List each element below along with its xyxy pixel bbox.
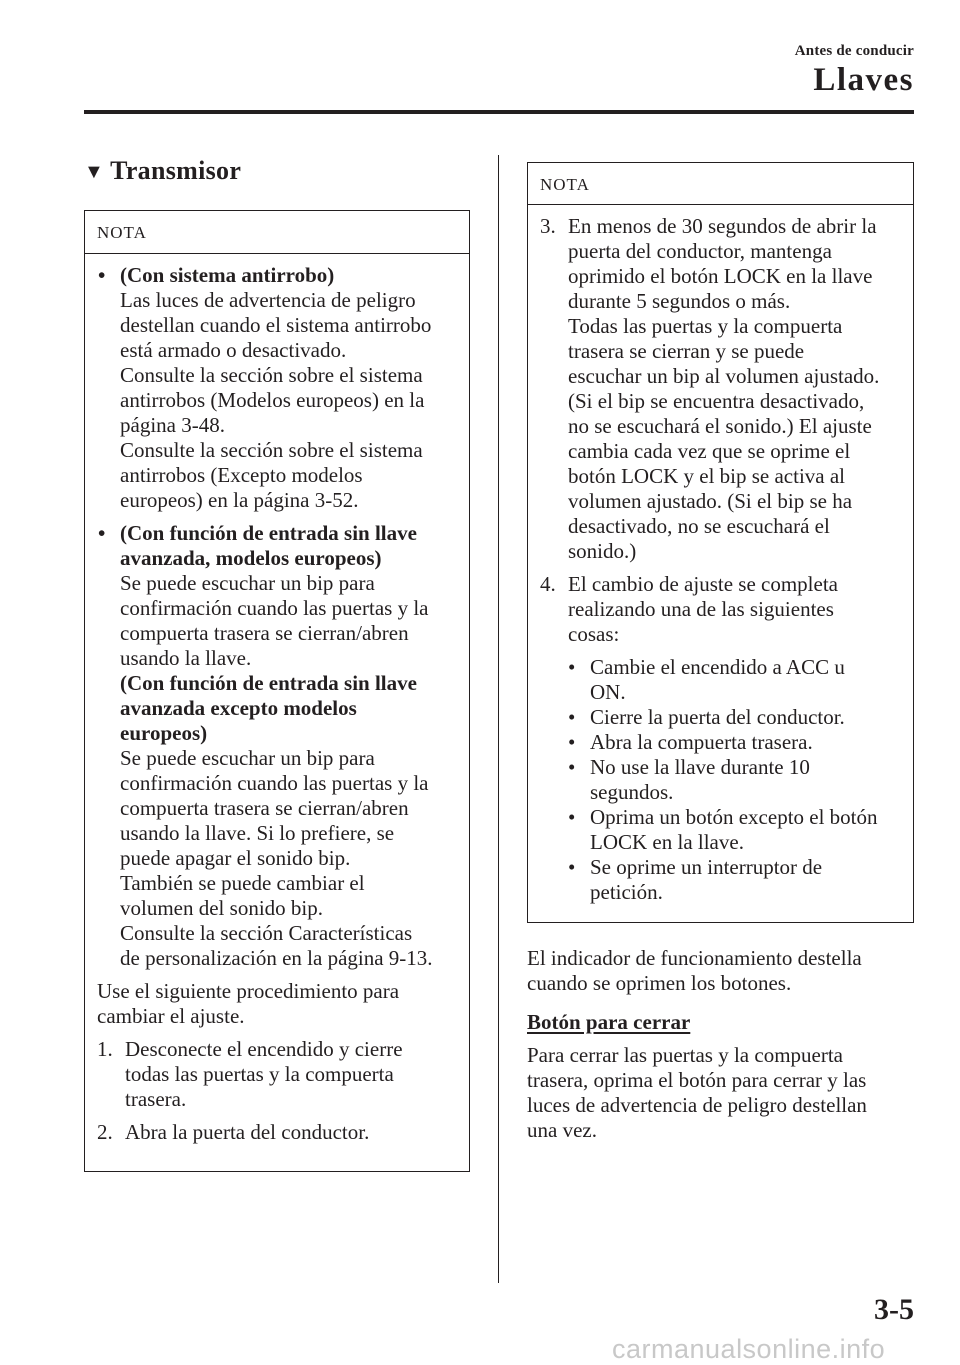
note-label: NOTA (528, 163, 913, 205)
sub-bullet (528, 655, 909, 705)
page-number: 3-5 (874, 1293, 914, 1326)
watermark: carmanualsonline.info (612, 1334, 886, 1364)
text-line: página 3-48. (120, 413, 225, 437)
text-line: cosas: (568, 622, 620, 646)
text-line: segundos. (590, 780, 674, 804)
bullet-icon: • (568, 855, 576, 879)
text-line: confirmación cuando las puertas y la (120, 771, 429, 795)
note-bullet (85, 263, 463, 513)
text-line: El cambio de ajuste se completa (568, 572, 838, 596)
bullet-icon: • (568, 755, 576, 779)
procedure-step (85, 1120, 463, 1145)
text-line: LOCK en la llave. (590, 830, 744, 854)
text-line: desactivado, no se escuchará el (568, 514, 830, 538)
text-line: europeos) en la página 3-52. (120, 488, 359, 512)
text-line: escuchar un bip al volumen ajustado. (568, 364, 880, 388)
sub-bullet (528, 855, 909, 905)
text-line: trasera. (125, 1087, 187, 1111)
bullet-icon: • (568, 705, 576, 729)
text-line: Cierre la puerta del conductor. (590, 705, 845, 729)
text-line: El indicador de funcionamiento destella (527, 946, 862, 970)
section-title-text: Transmisor (110, 156, 242, 185)
step-number: 1. (97, 1037, 113, 1061)
text-line: Consulte la sección Características (120, 921, 413, 945)
note-box-1 (84, 210, 470, 1172)
text-line: no se escuchará el sonido.) El ajuste (568, 414, 872, 438)
bullet-icon: • (98, 263, 106, 287)
sub-bullet (528, 755, 909, 805)
text-line: Las luces de advertencia de peligro (120, 288, 416, 312)
bullet-icon: • (568, 730, 576, 754)
running-header-chapter: Llaves (813, 62, 914, 98)
subheading-close-button: Botón para cerrar (527, 1010, 691, 1034)
text-line: Consulte la sección sobre el sistema (120, 438, 423, 462)
text-line: puerta del conductor, mantenga (568, 239, 832, 263)
paragraph-indicator (527, 946, 914, 996)
procedure-intro (85, 979, 463, 1029)
text-line: cambia cada vez que se oprime el (568, 439, 851, 463)
triangle-down-icon: ▼ (84, 161, 105, 183)
sub-bullet (528, 805, 909, 855)
right-body (527, 946, 914, 1143)
text-line: volumen del sonido bip. (120, 896, 323, 920)
text-line: oprimido el botón LOCK en la llave (568, 264, 873, 288)
text-line: durante 5 segundos o más. (568, 289, 791, 313)
text-line: compuerta trasera se cierran/abren (120, 796, 409, 820)
text-line: Para cerrar las puertas y la compuerta (527, 1043, 844, 1067)
note-2-steps (528, 214, 909, 647)
text-line: todas las puertas y la compuerta (125, 1062, 394, 1086)
text-line: europeos) (120, 721, 208, 745)
text-line: usando la llave. Si lo prefiere, se (120, 821, 395, 845)
text-line: está armado o desactivado. (120, 338, 347, 362)
text-line: trasera se cierran y se puede (568, 339, 805, 363)
text-line: Se puede escuchar un bip para (120, 571, 375, 595)
text-line: Todas las puertas y la compuerta (568, 314, 843, 338)
column-divider (498, 155, 499, 1283)
text-line: Consulte la sección sobre el sistema (120, 363, 423, 387)
text-line: botón LOCK y el bip se activa al (568, 464, 846, 488)
text-line: Se oprime un interruptor de (590, 855, 823, 879)
text-line: También se puede cambiar el (120, 871, 365, 895)
procedure-step (528, 214, 909, 564)
text-line: En menos de 30 segundos de abrir la (568, 214, 877, 238)
text-line: Cambie el encendido a ACC u (590, 655, 845, 679)
text-line: Desconecte el encendido y cierre (125, 1037, 403, 1061)
text-line: sonido.) (568, 539, 637, 563)
text-line: usando la llave. (120, 646, 252, 670)
text-line: de personalización en la página 9-13. (120, 946, 433, 970)
text-line: (Con sistema antirrobo) (120, 263, 335, 287)
note-box-2 (527, 162, 914, 923)
note-1-bullets (85, 263, 463, 971)
running-header-section: Antes de conducir (794, 43, 914, 59)
procedure-step (85, 1037, 463, 1112)
text-line: antirrobos (Excepto modelos (120, 463, 363, 487)
sub-bullet (528, 705, 909, 730)
note-bullet (85, 521, 463, 971)
text-line: Use el siguiente procedimiento para (97, 979, 400, 1003)
text-line: antirrobos (Modelos europeos) en la (120, 388, 425, 412)
note-2-body (528, 205, 913, 905)
text-line: cambiar el ajuste. (97, 1004, 245, 1028)
text-line: puede apagar el sonido bip. (120, 846, 351, 870)
text-line: No use la llave durante 10 (590, 755, 810, 779)
text-line: (Si el bip se encuentra desactivado, (568, 389, 865, 413)
bullet-icon: • (98, 521, 106, 545)
text-line: Abra la puerta del conductor. (125, 1120, 370, 1144)
bullet-icon: • (568, 655, 576, 679)
step-number: 4. (540, 572, 556, 596)
text-line: Se puede escuchar un bip para (120, 746, 375, 770)
procedure-step (528, 572, 909, 647)
text-line: realizando una de las siguientes (568, 597, 834, 621)
step-number: 3. (540, 214, 556, 238)
sub-bullet (528, 730, 909, 755)
section-title (84, 156, 241, 186)
text-line: Oprima un botón excepto el botón (590, 805, 878, 829)
text-line: compuerta trasera se cierran/abren (120, 621, 409, 645)
bullet-icon: • (568, 805, 576, 829)
text-line: petición. (590, 880, 663, 904)
text-line: trasera, oprima el botón para cerrar y las (527, 1068, 867, 1092)
text-line: (Con función de entrada sin llave (120, 521, 417, 545)
note-1-body (85, 254, 469, 1145)
text-line: Abra la compuerta trasera. (590, 730, 813, 754)
note-1-steps (85, 1037, 463, 1145)
text-line: luces de advertencia de peligro destellan (527, 1093, 867, 1117)
text-line: ON. (590, 680, 626, 704)
note-2-sub-bullets (528, 655, 909, 905)
header-rule (84, 110, 914, 114)
step-number: 2. (97, 1120, 113, 1144)
text-line: confirmación cuando las puertas y la (120, 596, 429, 620)
text-line: una vez. (527, 1118, 597, 1142)
paragraph-close-button (527, 1043, 914, 1143)
text-line: avanzada excepto modelos (120, 696, 357, 720)
text-line: destellan cuando el sistema antirrobo (120, 313, 432, 337)
note-label: NOTA (85, 211, 469, 254)
text-line: volumen ajustado. (Si el bip se ha (568, 489, 853, 513)
text-line: avanzada, modelos europeos) (120, 546, 382, 570)
text-line: cuando se oprimen los botones. (527, 971, 792, 995)
text-line: (Con función de entrada sin llave (120, 671, 417, 695)
